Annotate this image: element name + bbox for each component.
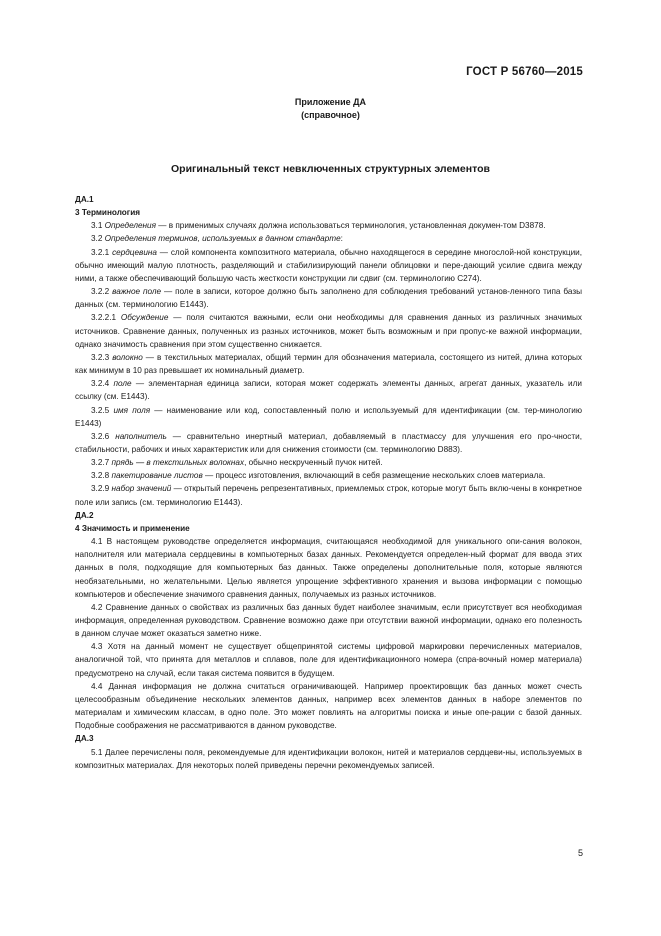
section-da3: ДА.3	[75, 734, 94, 744]
paragraph-3-1: 3.1 Определения — в применимых случаях должна использоваться терминология, установленная докумен-том D3878.	[91, 221, 546, 231]
paragraph-3-2-1: 3.2.1 сердцевина — слой компонента композитного материала, обычно находящегося в середине многослой-ной конструкции, обычно имеющий малую плотность, разделяющий и стабилизирующий панели облицовки и пере-дающий усилие сдвига между ними, а также обеспечивающий большую часть жесткости конструкции ли сдвиг (см. терминологию C274).	[75, 247, 582, 283]
paragraph-3-2-4: 3.2.4 поле — элементарная единица записи, которая может содержать элементы данных, агрегат данных, указатель или ссылку (см. E1443).	[75, 379, 582, 402]
paragraph-3-2: 3.2 Определения терминов, используемых в данном стандарте:	[91, 234, 343, 244]
paragraph-3-2-6: 3.2.6 наполнитель — сравнительно инертный материал, добавляемый в пластмассу для улучшения его про-чности, стабильности, рабочих и иных характеристик или для снижения стоимости (см. терминологию D883).	[75, 431, 582, 454]
section-da1: ДА.1	[75, 195, 94, 204]
paragraph-3-2-5: 3.2.5 имя поля — наименование или код, сопоставленный полю и используемый для идентификации (см. тер-минологию E1443)	[75, 405, 582, 428]
paragraph-4-2: 4.2 Сравнение данных о свойствах из различных баз данных будет наиболее значимым, если присутствует вся необходимая информация, определенная руководством. Сравнение возможно даже при отсутствии важной информации, однако его полезность в данном случае может оказаться заметно ниже.	[75, 602, 582, 639]
document-body	[75, 193, 582, 772]
document-header: ГОСТ Р 56760—2015	[466, 66, 583, 78]
paragraph-3-2-9: 3.2.9 набор значений — открытый перечень репрезентативных, приемлемых строк, которые могут быть вклю-чены в конкретное поле или запись (см. терминологию E1443).	[75, 484, 582, 507]
paragraph-5-1: 5.1 Далее перечислены поля, рекомендуемые для идентификации волокон, нитей и материалов сердцеви-ны, используемых в композитных материалах. Для некоторых полей приведены перечни рекомендуемых записей.	[75, 747, 582, 770]
paragraph-4-3: 4.3 Хотя на данный момент не существует общепринятой системы цифровой маркировки перечисленных материалов, аналогичной той, что принята для металлов и сплавов, поле для идентификационного номера (спра-вочный номер материала) предусмотрено на случай, если такая система появится в будущем.	[75, 642, 582, 678]
paragraph-3-2-2: 3.2.2 важное поле — поле в записи, которое должно быть заполнено для соблюдения требований установ-ленного типа базы данных (см. терминологию E1443).	[75, 287, 582, 310]
paragraph-4-4: 4.4 Данная информация не должна считаться ограничивающей. Например проектировщик баз данных может счесть целесообразным объединение нескольких элементов данных, например всех элементов данных в наборе элементов по материалам и химическим классам, в одно поле. Это может повлиять на алгоритмы поиска и иные опе-рации с базой данных. Подобные соображения не рассматриваются в данном руководстве.	[75, 681, 582, 731]
paragraph-3-2-8: 3.2.8 пакетирование листов — процесс изготовления, включающий в себя размещение нескольких слоев материала.	[91, 471, 546, 481]
page-number: 5	[577, 848, 583, 858]
section-4-title: 4 Значимость и применение	[75, 523, 190, 533]
appendix-heading	[0, 96, 661, 122]
paragraph-3-2-7: 3.2.7 прядь — в текстильных волокнах, обычно нескрученный пучок нитей.	[91, 458, 383, 468]
appendix-label: Приложение ДА	[294, 97, 367, 107]
section-3-title: 3 Терминология	[75, 208, 141, 218]
appendix-type: (справочное)	[301, 110, 360, 120]
paragraph-3-2-3: 3.2.3 волокно — в текстильных материалах, общий термин для обозначения материала, состоящего из нитей, длина которых как минимум в 10 раз превышает их номинальный диаметр.	[75, 352, 582, 376]
paragraph-3-2-2-1: 3.2.2.1 Обсуждение — поля считаются важными, если они необходимы для сравнения данных из различных значимых источников. Сравнение данных, полученных из разных источников, может быть возможным и при пропус-ке важной информации, однако значимость сравнения при этом существенно снижается.	[75, 313, 582, 349]
section-da2: ДА.2	[75, 510, 94, 520]
page-title: Оригинальный текст невключенных структурных элементов	[171, 163, 490, 175]
paragraph-4-1: 4.1 В настоящем руководстве определяется информация, считающаяся необходимой для уникального опи-сания волокон, наполнителя или материала сердцевины в компьютерных базах данных. Рекомендуется определен-ный формат для ввода этих данных в поля, подходящие для компьютерных баз данных. Также определены дополнительные поля, которые являются необязательными, но желательными. Целью является упрощение эффективного хранения и вызова информации с помощью компьютеров и обеспечение значимого сравнения данных, получаемых из разных источников.	[75, 537, 582, 599]
